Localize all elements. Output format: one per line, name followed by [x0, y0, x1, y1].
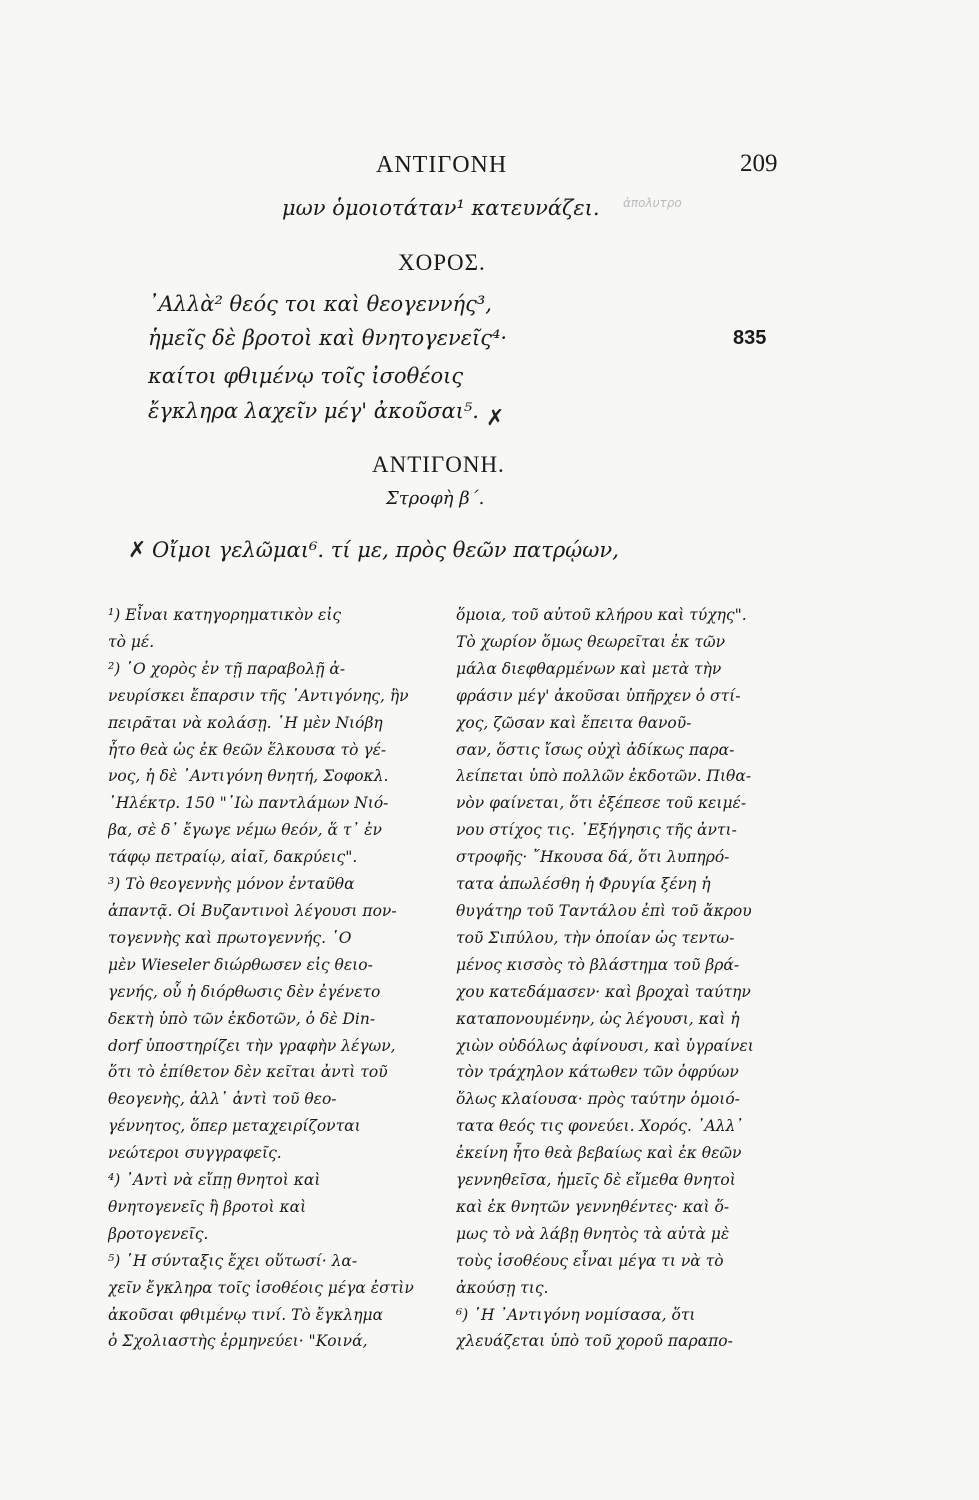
footnote-line: μένος κισσὸς τὸ βλάστημα τοῦ βρά-	[456, 955, 740, 974]
verse-line-4: καίτοι φθιμένῳ τοῖς ἰσοθέοις	[148, 364, 464, 388]
verse-line-6: Οἴμοι γελῶμαι⁶. τί με, πρὸς θεῶν πατρῴων,	[152, 538, 619, 562]
footnote-line: μὲν Wieseler διώρθωσεν εἰς θειο-	[108, 955, 373, 974]
footnote-line: θνητογενεῖς ἢ βροτοὶ καὶ	[108, 1197, 307, 1216]
footnote-line: νὸν φαίνεται, ὅτι ἐξέπεσε τοῦ κειμέ-	[456, 794, 747, 813]
footnote-line: Τὸ χωρίον ὅμως θεωρεῖται ἐκ τῶν	[456, 632, 726, 651]
footnote-line: ὁ Σχολιαστὴς ἑρμηνεύει· "Κοινά,	[108, 1332, 368, 1351]
footnote-line: δεκτὴ ὑπὸ τῶν ἐκδοτῶν, ὁ δὲ Din-	[108, 1009, 376, 1028]
running-header-title: ΑΝΤΙΓΟΝΗ	[376, 152, 508, 178]
footnote-line: στροφῆς· ῎Ηκουσα δά, ὅτι λυπηρό-	[456, 848, 730, 867]
footnote-line: τατα θεός τις φονεύει. Χορός. ᾿Αλλ᾿	[456, 1117, 744, 1136]
footnote-line: καταπονουμένην, ὡς λέγουσι, καὶ ἡ	[456, 1009, 740, 1028]
footnote-line: νος, ἡ δὲ ᾿Αντιγόνη θνητή, Σοφοκλ.	[108, 767, 389, 786]
footnote-line: τάφῳ πετραίῳ, αἰαῖ, δακρύεις".	[108, 848, 358, 867]
footnote-line: γέννητος, ὅπερ μεταχειρίζονται	[108, 1117, 361, 1136]
footnote-line: θεογενὴς, ἀλλ᾿ ἀντὶ τοῦ θεο-	[108, 1090, 337, 1109]
footnote-line: πειρᾶται νὰ κολάσῃ. ῾Η μὲν Νιόβη	[108, 713, 383, 732]
footnote-line: χου κατεδάμασεν· καὶ βροχαὶ ταύτην	[456, 982, 751, 1001]
footnote-line: τογεννὴς καὶ πρωτογεννής. ῾Ο	[108, 928, 352, 947]
verse-line-2: ᾿Αλλὰ² θεός τοι καὶ θεογεννής³,	[148, 292, 492, 316]
pencil-annotation: ἀπολυτρο	[623, 196, 682, 210]
footnote-line: φράσιν μέγ' ἀκοῦσαι ὑπῆρχεν ὁ στί-	[456, 686, 741, 705]
footnote-line: ἦτο θεὰ ὡς ἐκ θεῶν ἕλκουσα τὸ γέ-	[108, 740, 387, 759]
speaker-chorus: ΧΟΡΟΣ.	[398, 250, 486, 275]
line-number: 835	[733, 327, 767, 349]
footnote-line: τοὺς ἰσοθέους εἶναι μέγα τι νὰ τὸ	[456, 1251, 724, 1270]
footnote-line: νευρίσκει ἔπαρσιν τῆς ᾿Αντιγόνης, ἣν	[108, 686, 409, 705]
footnote-line: μως τὸ νὰ λάβῃ θνητὸς τὰ αὐτὰ μὲ	[456, 1224, 730, 1243]
footnote-line: βα, σὲ δ᾿ ἔγωγε νέμω θεόν, ἅ τ᾿ ἐν	[108, 821, 382, 840]
footnote-line: ὅτι τὸ ἐπίθετον δὲν κεῖται ἀντὶ τοῦ	[108, 1063, 388, 1082]
verse-line-5: ἔγκληρα λαχεῖν μέγ' ἀκοῦσαι⁵.	[148, 399, 479, 423]
footnote-line: ἁπαντᾷ. Οἱ Βυζαντινοὶ λέγουσι πον-	[108, 901, 397, 920]
footnote-line: καὶ ἐκ θνητῶν γεννηθέντες· καὶ ὅ-	[456, 1197, 730, 1216]
strophe-label: Στροφὴ β΄.	[386, 488, 485, 509]
footnote-line: νου στίχος τις. ᾿Εξήγησις τῆς ἀντι-	[456, 821, 737, 840]
footnote-line: τοῦ Σιπύλου, τὴν ὁποίαν ὡς τεντω-	[456, 928, 735, 947]
footnote-line: ὅμοια, τοῦ αὐτοῦ κλήρου καὶ τύχης".	[456, 606, 747, 624]
footnote-line: χιὼν οὐδόλως ἀφίνουσι, καὶ ὑγραίνει	[456, 1036, 754, 1055]
footnote-line: θυγάτηρ τοῦ Ταντάλου ἐπὶ τοῦ ἄκρου	[456, 901, 752, 920]
footnote-line: ¹) Εἶναι κατηγορηματικὸν εἰς	[108, 606, 342, 624]
footnote-line: χεῖν ἔγκληρα τοῖς ἰσοθέοις μέγα ἐστὶν	[108, 1278, 414, 1297]
footnote-line: βροτογενεῖς.	[108, 1224, 209, 1243]
verse-line-3: ἡμεῖς δὲ βροτοὶ καὶ θνητογενεῖς⁴·	[148, 326, 508, 350]
footnote-line: ἐκείνη ἦτο θεὰ βεβαίως καὶ ἐκ θεῶν	[456, 1144, 742, 1163]
footnote-line: νεώτεροι συγγραφεῖς.	[108, 1144, 282, 1163]
footnote-line: ᾿Ηλέκτρ. 150 "᾿Ιὼ παντλάμων Νιό-	[108, 794, 389, 813]
footnote-line: ⁴) ᾿Αντὶ νὰ εἴπῃ θνητοὶ καὶ	[108, 1171, 321, 1190]
footnote-line: χος, ζῶσαν καὶ ἔπειτα θανοῦ-	[456, 713, 692, 732]
footnote-line: ⁵) ῾Η σύνταξις ἔχει οὕτωσί· λα-	[108, 1251, 358, 1270]
footnote-line: γενής, οὗ ἡ διόρθωσις δὲν ἐγένετο	[108, 982, 381, 1001]
cross-mark-margin: ✗	[128, 538, 147, 563]
footnotes-right-column	[456, 602, 782, 1355]
footnote-line: μάλα διεφθαρμένων καὶ μετὰ τὴν	[456, 659, 722, 678]
footnote-line: τὸ μέ.	[108, 632, 155, 651]
footnote-line: τατα ἀπωλέσθη ἡ Φρυγία ξένη ἡ	[456, 875, 711, 894]
footnote-line: ³) Τὸ θεογεννὴς μόνον ἐνταῦθα	[108, 875, 355, 894]
footnote-line: χλευάζεται ὑπὸ τοῦ χοροῦ παραπο-	[456, 1332, 733, 1351]
footnote-line: σαν, ὅστις ἴσως οὐχὶ ἀδίκως παρα-	[456, 740, 735, 759]
page-number: 209	[740, 150, 778, 177]
footnote-line: ⁶) ῾Η ᾿Αντιγόνη νομίσασα, ὅτι	[456, 1305, 696, 1324]
footnote-line: τὸν τράχηλον κάτωθεν τῶν ὀφρύων	[456, 1063, 739, 1082]
speaker-antigone: ΑΝΤΙΓΟΝΗ.	[372, 452, 505, 477]
footnote-line: dorf ὑποστηρίζει τὴν γραφὴν λέγων,	[108, 1036, 396, 1055]
footnote-line: γεννηθεῖσα, ἡμεῖς δὲ εἴμεθα θνητοὶ	[456, 1171, 736, 1190]
footnote-line: ὅλως κλαίουσα· πρὸς ταύτην ὁμοιό-	[456, 1090, 740, 1109]
footnote-line: ἀκούσῃ τις.	[456, 1278, 549, 1297]
cross-mark: ✗	[486, 406, 505, 431]
footnotes-left-column	[108, 602, 434, 1355]
verse-line-1: μων ὁμοιοτάταν¹ κατευνάζει.	[282, 196, 600, 220]
footnote-line: ²) ῾Ο χορὸς ἐν τῇ παραβολῇ ἀ-	[108, 659, 346, 678]
footnote-line: λείπεται ὑπὸ πολλῶν ἐκδοτῶν. Πιθα-	[456, 767, 752, 786]
footnote-line: ἀκοῦσαι φθιμένῳ τινί. Τὸ ἔγκλημα	[108, 1305, 384, 1324]
